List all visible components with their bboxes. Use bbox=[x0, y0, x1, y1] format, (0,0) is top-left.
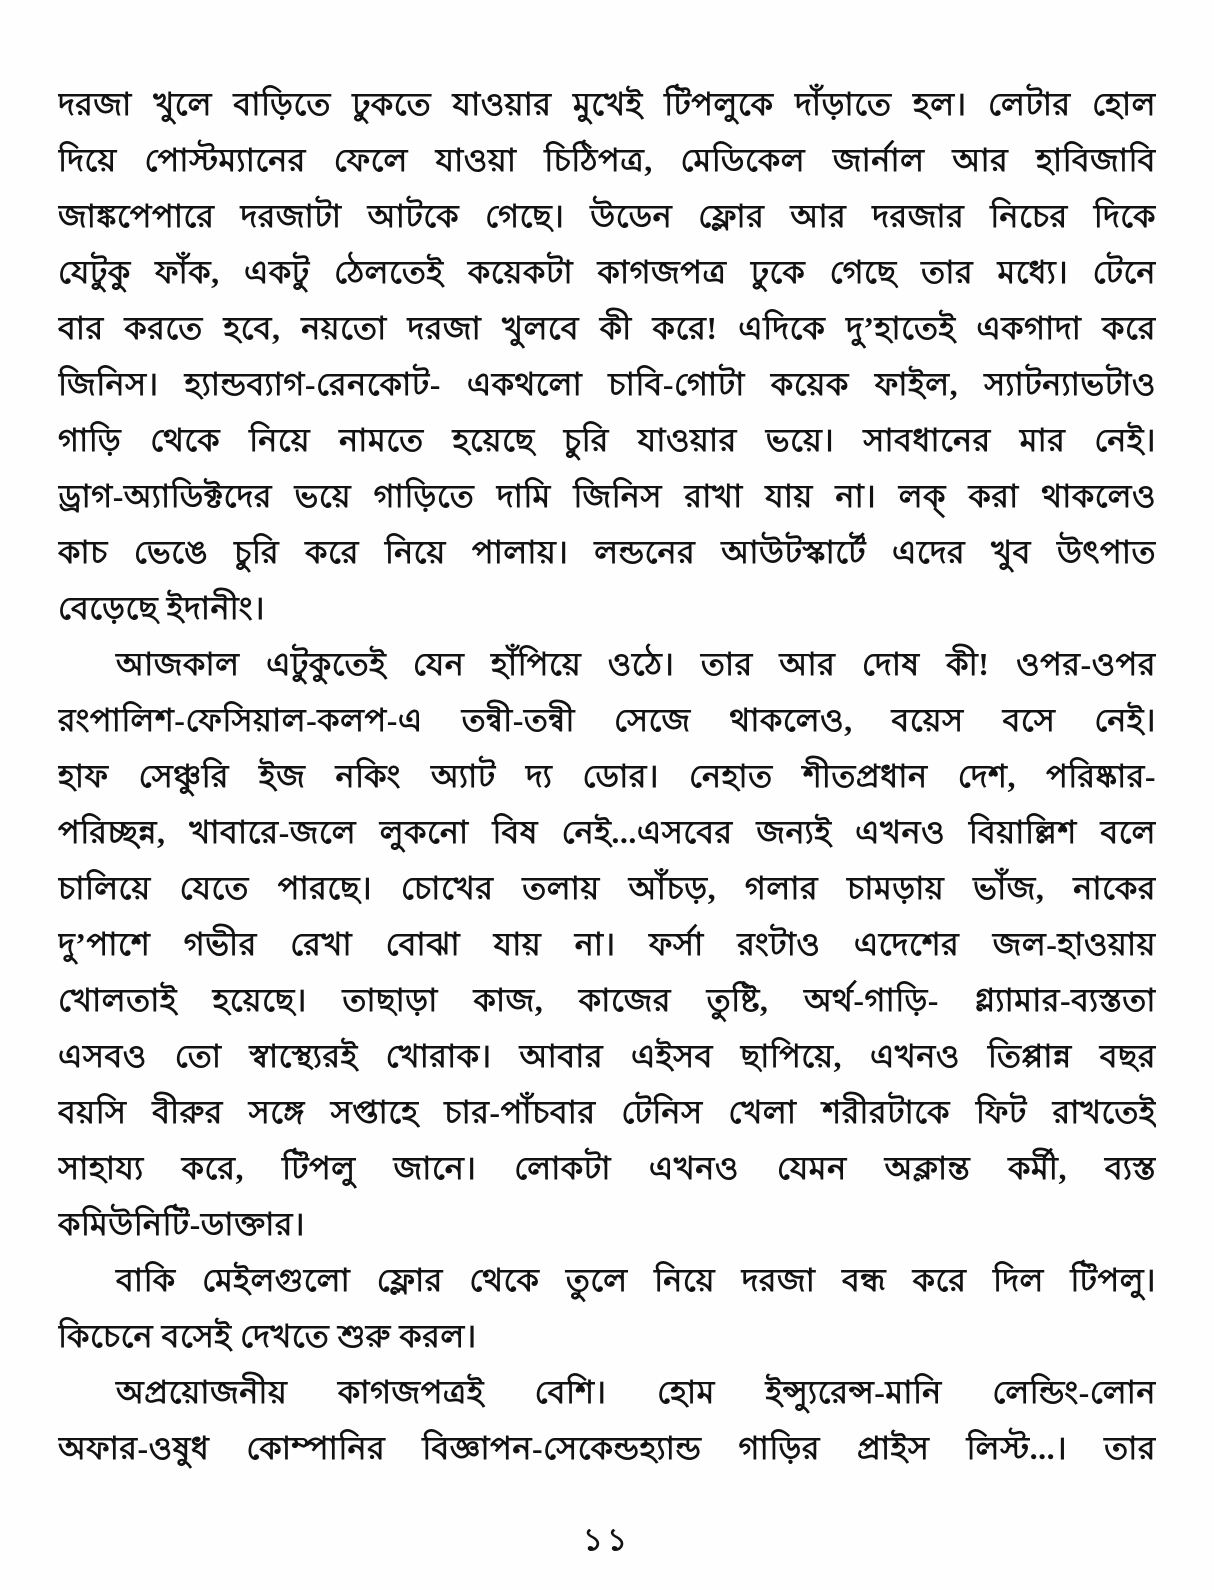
page-number: ১১ bbox=[582, 1522, 632, 1557]
text-line: আজকাল এটুকুতেই যেন হাঁপিয়ে ওঠে। তার আর দোষ কী! ওপর-ওপর bbox=[116, 646, 1156, 682]
text-line: দরজা খুলে বাড়িতে ঢুকতে যাওয়ার মুখেই টিপলুকে দাঁড়াতে হল। লেটার হোল bbox=[58, 86, 1156, 122]
text-line: কমিউনিটি-ডাক্তার। bbox=[58, 1206, 305, 1242]
text-line: গাড়ি থেকে নিয়ে নামতে হয়েছে চুরি যাওয়ার ভয়ে। সাবধানের মার নেই। bbox=[58, 422, 1156, 458]
text-line: হাফ সেঞ্চুরি ইজ নকিং অ্যাট দ্য ডোর। নেহাত শীতপ্রধান দেশ, পরিষ্কার- bbox=[58, 758, 1156, 794]
text-line: অফার-ওষুধ কোম্পানির বিজ্ঞাপন-সেকেন্ডহ্যান্ড গাড়ির প্রাইস লিস্ট...। তার bbox=[58, 1430, 1156, 1466]
text-line: বার করতে হবে, নয়তো দরজা খুলবে কী করে! এদিকে দু’হাতেই একগাদা করে bbox=[58, 310, 1156, 346]
text-line: অপ্রয়োজনীয় কাগজপত্রই বেশি। হোম ইন্স্যুরেন্স-মানি লেন্ডিং-লোন bbox=[116, 1374, 1156, 1410]
text-line: সাহায্য করে, টিপলু জানে। লোকটা এখনও যেমন অক্লান্ত কর্মী, ব্যস্ত bbox=[58, 1150, 1156, 1186]
text-line: পরিচ্ছন্ন, খাবারে-জলে লুকনো বিষ নেই...এসবের জন্যই এখনও বিয়াল্লিশ বলে bbox=[58, 814, 1156, 850]
text-line: দিয়ে পোস্টম্যানের ফেলে যাওয়া চিঠিপত্র, মেডিকেল জার্নাল আর হাবিজাবি bbox=[58, 142, 1156, 178]
text-block bbox=[58, 76, 1156, 1476]
text-line: রংপালিশ-ফেসিয়াল-কলপ-এ তন্বী-তন্বী সেজে থাকলেও, বয়েস বসে নেই। bbox=[58, 702, 1156, 738]
text-line: যেটুকু ফাঁক, একটু ঠেলতেই কয়েকটা কাগজপত্র ঢুকে গেছে তার মধ্যে। টেনে bbox=[58, 254, 1156, 290]
text-line: জাঙ্কপেপারে দরজাটা আটকে গেছে। উডেন ফ্লোর আর দরজার নিচের দিকে bbox=[58, 198, 1156, 234]
text-line: খোলতাই হয়েছে। তাছাড়া কাজ, কাজের তুষ্টি, অর্থ-গাড়ি- গ্ল্যামার-ব্যস্ততা bbox=[58, 982, 1156, 1018]
text-line: কিচেনে বসেই দেখতে শুরু করল। bbox=[58, 1318, 477, 1354]
text-line: ড্রাগ-অ্যাডিক্টদের ভয়ে গাড়িতে দামি জিনিস রাখা যায় না। লক্ করা থাকলেও bbox=[58, 478, 1156, 514]
text-line: জিনিস। হ্যান্ডব্যাগ-রেনকোট- একথলো চাবি-গোটা কয়েক ফাইল, স্যাটন্যাভটাও bbox=[58, 366, 1156, 402]
text-line: কাচ ভেঙে চুরি করে নিয়ে পালায়। লন্ডনের আউটস্কার্টে এদের খুব উৎপাত bbox=[58, 534, 1156, 570]
text-line: বয়সি বীরুর সঙ্গে সপ্তাহে চার-পাঁচবার টেনিস খেলা শরীরটাকে ফিট রাখতেই bbox=[58, 1094, 1156, 1130]
text-line: বাকি মেইলগুলো ফ্লোর থেকে তুলে নিয়ে দরজা বন্ধ করে দিল টিপলু। bbox=[116, 1262, 1156, 1298]
text-line: এসবও তো স্বাস্থ্যেরই খোরাক। আবার এইসব ছাপিয়ে, এখনও তিপ্পান্ন বছর bbox=[58, 1038, 1156, 1074]
text-line: চালিয়ে যেতে পারছে। চোখের তলায় আঁচড়, গলার চামড়ায় ভাঁজ, নাকের bbox=[58, 870, 1156, 906]
text-line: দু’পাশে গভীর রেখা বোঝা যায় না। ফর্সা রংটাও এদেশের জল-হাওয়ায় bbox=[58, 926, 1156, 962]
text-line: বেড়েছে ইদানীং। bbox=[58, 590, 265, 626]
